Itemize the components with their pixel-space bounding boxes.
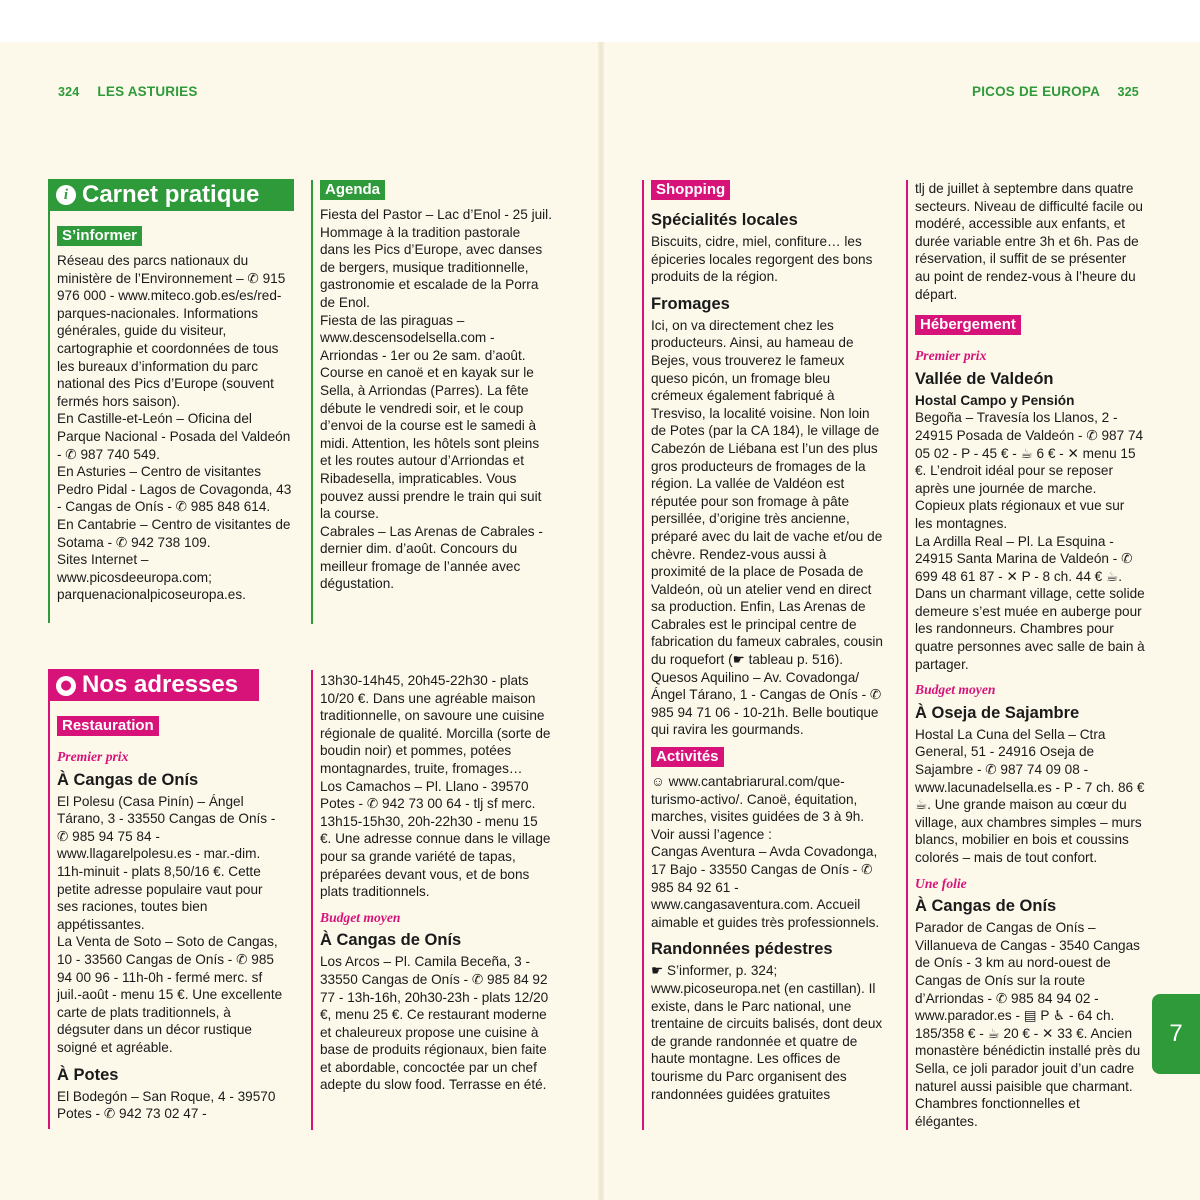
- restaurant-entry: El Bodegón – San Roque, 4 - 39570 Potes - ✆ 942 73 02 47 -: [57, 1088, 276, 1122]
- shopping-column: [651, 180, 883, 1103]
- restauration-column-1: [57, 716, 287, 1123]
- agenda-column: [320, 180, 552, 593]
- restauration-column-2: [320, 672, 552, 1094]
- hebergement-column: [915, 180, 1145, 1130]
- carnet-paragraph: Sites Internet – www.picosdeeuropa.com; parquenacionalpicoseuropa.es.: [57, 552, 246, 603]
- shopping-tag: Shopping: [651, 180, 730, 200]
- restauration-rule-2: [311, 670, 313, 1130]
- running-head-right: [972, 84, 1139, 99]
- randonnees-continued: tlj de juillet à septembre dans quatre secteurs. Niveau de difficulté facile ou modéré, accessible aux enfants, et durée variable entre 3h et 6h. Pas de réservation, il suffit de se présenter au point de rendez-vous à l’heure du départ.: [915, 181, 1143, 302]
- activites-tag: Activités: [651, 747, 724, 767]
- randonnees-subheading: Randonnées pédestres: [651, 940, 833, 959]
- agenda-tag: Agenda: [320, 180, 385, 200]
- page-number-left: 324: [58, 85, 80, 99]
- shopping-paragraph: Biscuits, cidre, miel, confiture… les épiceries locales regorgent des bons produits de la région.: [651, 234, 873, 285]
- chapter-tab[interactable]: 7: [1152, 994, 1200, 1074]
- agenda-rule: [311, 180, 313, 624]
- hotel-entry: Begoña – Travesía los Llanos, 2 - 24915 Posada de Valdeón - ✆ 987 74 05 02 - P - 45 € - ☕ 6 € - ✕ menu 15 €. L’endroit idéal pour se reposer après une journée de marche. Copieux plats régionaux et vue sur les montagnes.: [915, 410, 1144, 531]
- place-heading: Vallée de Valdeón: [915, 369, 1054, 388]
- price-category: Premier prix: [915, 348, 987, 364]
- agenda-paragraph: Fiesta de las piraguas – www.descensodelsella.com - Arriondas - 1er ou 2e sam. d’août. Course en canoë et en kayak sur le Sella, à Arriondas (Parres). La fête débute le vendredi soir, et le coup d’envoi de la course est le samedi à midi. Attention, les hôtels sont pleins et les routes autour d’Arriondas et Ribadesella, impraticables. Vous pouvez aussi prendre le train qui suit la course.: [320, 312, 542, 522]
- restauration-tag: Restauration: [57, 716, 159, 736]
- carnet-column: [57, 226, 297, 604]
- shopping-paragraph: Ici, on va directement chez les producteurs. Ainsi, au hameau de Bejes, vous trouverez le fameux queso picón, un fromage bleu crémeux également fabriqué à Tresviso, la localité voisine. Non loin de Potes (par la CA 184), le village de Cabezón de Liébana est l’un des plus gros producteurs de fromages de la région. La vallée de Valdéon est réputée pour son fromage à pâte persillée, d’origine très ancienne, préparé avec du lait de vache et/ou de chèvre. Rendez-vous aussi à proximité de la place de Posada de Valdeón, où un atelier vend en direct sa production. Enfin, Las Arenas de Cabrales est le principal centre de fabrication du fameux cabrales, cousin du roquefort (☛ tableau p. 516).: [651, 317, 883, 668]
- carnet-rule: [48, 211, 50, 623]
- restaurant-entry: Los Camachos – Pl. Llano - 39570 Potes - ✆ 942 73 00 64 - tlj sf merc. 13h15-15h30, 20h-22h30 - menu 15 €. Une adresse connue dans le village pour sa grande variété de tapas, préparées devant vous, et de bons plats traditionnels.: [320, 778, 551, 900]
- carnet-pratique-heading: [48, 179, 294, 211]
- restaurant-entry: La Venta de Soto – Soto de Cangas, 10 - 33560 Cangas de Onís - ✆ 985 94 00 96 - 11h-0h - fermé merc. sf juil.-août - menu 15 €. Une excellente carte de plats traditionnels, à dégsuter dans un décor rustique soigné et agréable.: [57, 934, 283, 1055]
- restaurant-entry: Los Arcos – Pl. Camila Beceña, 3 - 33550 Cangas de Onís - ✆ 985 84 92 77 - 13h-16h, 20h30-23h - plats 12/20 €, menu 25 €. Ce restaurant moderne et chaleureux propose une cuisine à base de produits régionaux, bien faite et abordable, concoctée par un chef adepte du slow food. Terrasse en été.: [320, 954, 549, 1093]
- hotel-entry: Hostal La Cuna del Sella – Ctra General, 51 - 24916 Oseja de Sajambre - ✆ 987 74 09 08 - www.lacunadelsella.es - P - 7 ch. 86 € ☕. Une grande maison au cœur du village, aux chambres simples – murs blancs, mobilier en bois et coussins colorés – mais de tout confort.: [915, 726, 1145, 865]
- place-heading: À Cangas de Onís: [57, 770, 199, 789]
- place-heading: À Cangas de Onís: [320, 931, 462, 950]
- restaurant-entry: 13h30-14h45, 20h45-22h30 - plats 10/20 €. Dans une agréable maison traditionnelle, on savoure une cuisine régionale de qualité. Morcilla (sorte de boudin noir) et pommes, potées montagnardes, truite, fromages…: [320, 673, 551, 776]
- hebergement-tag: Hébergement: [915, 315, 1021, 335]
- shopping-subheading: Spécialités locales: [651, 211, 798, 229]
- info-icon: i: [56, 185, 76, 205]
- adresses-title: Nos adresses: [82, 671, 239, 698]
- price-category: Budget moyen: [320, 909, 401, 925]
- agenda-paragraph: Fiesta del Pastor – Lac d’Enol - 25 juil. Hommage à la tradition pastorale dans les Pics d’Europe, avec danses de bergers, musique traditionnelle, gastronomie et escalade de la Porra de Enol.: [320, 207, 552, 310]
- place-heading: À Cangas de Onís: [915, 897, 1057, 916]
- running-head-left: [58, 84, 198, 99]
- carnet-paragraph: Réseau des parcs nationaux du ministère de l’Environnement – ✆ 915 976 000 - www.miteco.gob.es/es/red-parques-nacionales. Informations générales, guide du visiteur, cartographie et coordonnées de tous les bureaux d’information du parc national des Pics d’Europe (souvent fermés hors saison).: [57, 253, 286, 409]
- restaurant-entry: El Polesu (Casa Pinín) – Ángel Tárano, 3 - 33550 Cangas de Onís - ✆ 985 94 75 84 - www.llagarelpolesu.es - mar.-dim. 11h-minuit - plats 8,50/16 €. Cette petite adresse populaire vaut pour ses raciones, toutes bien appétissantes.: [57, 793, 276, 932]
- running-title-right: PICOS DE EUROPA: [972, 84, 1100, 99]
- sinformer-tag: S’informer: [57, 226, 142, 246]
- hotel-entry: La Ardilla Real – Pl. La Esquina - 24915 Santa Marina de Valdeón - ✆ 699 48 61 87 - ✕ P - 8 ch. 44 € ☕. Dans un charmant village, cette solide demeure s’est muée en auberge pour les randonneurs. Chambres pour quatre personnes avec salle de bain à partager.: [915, 533, 1145, 672]
- carnet-paragraph: En Asturies – Centro de visitantes Pedro Pidal - Lagos de Covagonda, 43 - Cangas de Onís - ✆ 985 848 614.: [57, 464, 292, 515]
- shopping-subheading: Fromages: [651, 294, 730, 313]
- carnet-paragraph: En Castille-et-León – Oficina del Parque Nacional - Posada del Valdeón - ✆ 987 740 549.: [57, 411, 291, 462]
- map-pin-icon: ●: [56, 676, 76, 696]
- activites-paragraph: ☺ www.cantabriarural.com/que-turismo-activo/. Canoë, équitation, marches, visites guidées de 3 à 9h. Voir aussi l’agence :: [651, 774, 865, 842]
- book-gutter: [598, 42, 604, 1200]
- adresses-rule: [48, 701, 50, 1129]
- place-heading: À Oseja de Sajambre: [915, 703, 1080, 722]
- hebergement-rule: [906, 180, 908, 1130]
- shopping-rule: [642, 180, 644, 1130]
- running-title-left: LES ASTURIES: [97, 84, 198, 99]
- activites-paragraph: ☛ S’informer, p. 324; www.picoseuropa.net (en castillan). Il existe, dans le Parc national, une trentaine de circuits balisés, dont deux de grande randonnée et quatre de haute montagne. Les offices de tourisme du Parc organisent des randonnées guidées gratuites: [651, 963, 883, 1102]
- hotel-name: Hostal Campo y Pensión: [915, 392, 1075, 408]
- place-heading: À Potes: [57, 1065, 119, 1084]
- shopping-paragraph: Quesos Aquilino – Av. Covadonga/ Ángel Tárano, 1 - Cangas de Onís - ✆ 985 94 71 06 - 10-21h. Belle boutique qui ravira les gourmands.: [651, 669, 882, 738]
- carnet-title: Carnet pratique: [82, 181, 260, 208]
- nos-adresses-heading: [48, 669, 259, 701]
- price-category: Premier prix: [57, 749, 129, 764]
- price-category: Budget moyen: [915, 682, 996, 698]
- price-category: Une folie: [915, 875, 967, 891]
- carnet-paragraph: En Cantabrie – Centro de visitantes de Sotama - ✆ 942 738 109.: [57, 516, 291, 550]
- page-number-right: 325: [1117, 85, 1139, 99]
- hotel-entry: Parador de Cangas de Onís – Villanueva de Cangas - 3540 Cangas de Onís - 3 km au nord-ouest de Cangas de Onís sur la route d’Arriondas - ✆ 985 84 94 02 - www.parador.es - ▤ P ♿ - 64 ch. 185/358 € - ☕ 20 € - ✕ 33 €. Ancien monastère bénédictin installé près du Sella, ce joli parador jouit d’un cadre naturel aussi paisible que charmant. Chambres fonctionnelles et élégantes.: [915, 920, 1141, 1129]
- agenda-paragraph: Cabrales – Las Arenas de Cabrales - dernier dim. d’août. Concours du meilleur fromage de l’année avec dégustation.: [320, 523, 543, 592]
- activites-paragraph: Cangas Aventura – Avda Covadonga, 17 Bajo - 33550 Cangas de Onís - ✆ 985 84 92 61 - www.cangasaventura.com. Accueil aimable et guides très professionnels.: [651, 844, 880, 930]
